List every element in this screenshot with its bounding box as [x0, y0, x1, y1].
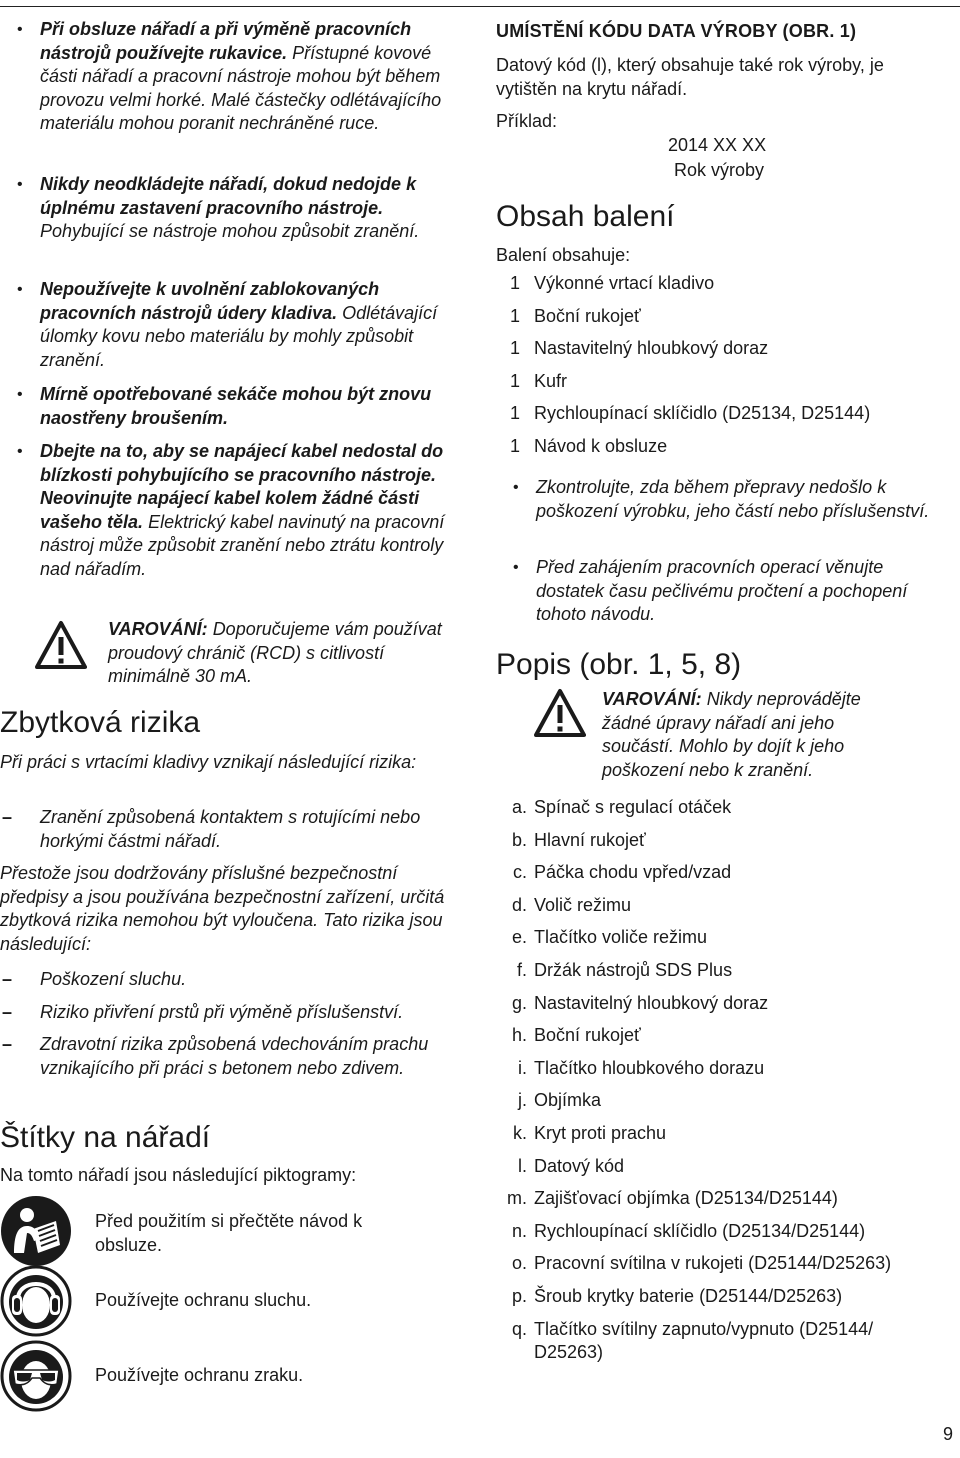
part-item	[496, 796, 946, 820]
part-key: b.	[511, 829, 527, 850]
bullet-text: Zkontrolujte, zda během přepravy nedošlo k poškození výrobku, jeho částí nebo příslušenství.	[536, 477, 930, 521]
bullet-bold-text: Mírně opotřebované sekáče mohou být znovu naostřeny broušením.	[40, 384, 432, 428]
part-name: Datový kód	[534, 1155, 625, 1176]
risk-item	[0, 968, 460, 992]
bullet-text: Přístupné kovové části nářadí a pracovní nástroje mohou být během provozu velmi horké. Malé částečky odlétávajícího materiálu mohou poranit nechráněné ruce.	[40, 42, 442, 133]
pictogram-text-eyes: Používejte ochranu zraku.	[95, 1365, 304, 1385]
package-item-qty: 1	[509, 403, 520, 424]
part-key: o.	[511, 1253, 527, 1274]
part-key: f.	[516, 960, 527, 980]
part-key: g.	[511, 992, 527, 1013]
part-key: i.	[518, 1057, 527, 1078]
bullet-bold-text: Dbejte na to, aby se napájecí kabel nedostal do blízkosti pohybujícího se pracovního nástroje. Neovinujte napájecí kabel kolem žádné části vašeho těla.	[40, 441, 444, 532]
package-item-name: Návod k obsluze	[534, 436, 668, 456]
package-item-qty: 1	[509, 338, 520, 359]
risk-item	[0, 1001, 475, 1025]
package-item-qty: 1	[509, 370, 520, 391]
residual-risks-paragraph: Přestože jsou dodržovány příslušné bezpečnostní předpisy a jsou používána bezpečnostní zařízení, určitá zbytková rizika nemohou být vyloučena. Tato rizika jsou následující:	[0, 863, 445, 954]
part-name: Hlavní rukojeť	[534, 829, 646, 850]
part-item	[496, 926, 946, 950]
part-name: Pracovní svítilna v rukojeti (D25144/D25263)	[534, 1253, 892, 1274]
part-item	[496, 959, 946, 983]
bullet-dot: •	[17, 443, 23, 460]
bullet-bold-text: Nikdy neodkládejte nářadí, dokud nedojde k úplnému zastavení pracovního nástroje.	[40, 174, 417, 218]
warning-icon	[534, 688, 586, 738]
package-item-name: Nastavitelný hloubkový doraz	[534, 338, 769, 359]
warning-label: VAROVÁNÍ:	[602, 689, 702, 709]
example-label: Příklad:	[496, 111, 558, 131]
warning-text: Doporučujeme vám používat proudový chránič (RCD) s citlivostí minimálně 30 mA.	[108, 619, 442, 686]
dash-mark: –	[2, 807, 13, 827]
page-number: 9	[942, 1423, 953, 1444]
date-code-heading: UMÍSTĚNÍ KÓDU DATA VÝROBY (OBR. 1)	[496, 21, 857, 41]
part-item	[496, 829, 946, 853]
part-name: Spínač s regulací otáček	[534, 797, 732, 817]
package-contents-heading: Obsah balení	[496, 200, 675, 233]
part-name: Rychloupínací sklíčidlo (D25134/D25144)	[534, 1220, 866, 1241]
dash-mark: –	[2, 1034, 13, 1054]
risk-item	[0, 806, 460, 853]
part-name: Kryt proti prachu	[534, 1123, 667, 1143]
risk-item-text: Zranění způsobená kontaktem s rotujícími nebo horkými částmi nářadí.	[40, 807, 421, 851]
bullet-text: Před zahájením pracovních operací věnujte dostatek času pečlivému pročtení a pochopení tohoto návodu.	[536, 557, 908, 624]
part-item	[496, 1089, 946, 1113]
part-name: Nastavitelný hloubkový doraz	[534, 992, 769, 1013]
part-item	[496, 992, 946, 1016]
package-bullet	[496, 476, 936, 523]
pictogram-text-hearing: Používejte ochranu sluchu.	[95, 1290, 312, 1310]
package-item	[496, 370, 946, 394]
part-key: j.	[518, 1090, 527, 1111]
part-name: Tlačítko voliče režimu	[534, 927, 708, 948]
part-item	[496, 1252, 946, 1276]
part-key: a.	[511, 797, 527, 817]
package-item	[496, 337, 946, 361]
pictogram-text-manual: Před použitím si přečtěte návod k obsluze.	[95, 1211, 363, 1255]
top-rule	[0, 6, 960, 7]
part-item	[496, 1187, 946, 1211]
package-item-name: Výkonné vrtací kladivo	[534, 273, 715, 293]
package-item-name: Boční rukojeť	[534, 305, 641, 326]
risk-item-text: Zdravotní rizika způsobená vdechováním prachu vznikajícího při práci s betonem nebo zdivem.	[40, 1034, 429, 1078]
example-date-code: 2014 XX XX	[668, 135, 767, 155]
tool-labels-intro: Na tomto nářadí jsou následující piktogramy:	[0, 1165, 357, 1185]
residual-risks-intro: Při práci s vrtacími kladivy vznikají následující rizika:	[0, 752, 417, 772]
part-name: Páčka chodu vpřed/vzad	[534, 862, 732, 883]
rcd-warning	[108, 618, 453, 689]
ear-protection-icon	[0, 1265, 72, 1337]
example-caption: Rok výroby	[674, 160, 765, 180]
tool-labels-heading: Štítky na nářadí	[0, 1121, 211, 1154]
package-item-qty: 1	[509, 436, 520, 456]
package-item	[496, 305, 946, 329]
part-item	[496, 1057, 946, 1081]
part-name: Držák nástrojů SDS Plus	[534, 960, 733, 980]
date-code-text: Datový kód (l), který obsahuje také rok výroby, je vytištěn na krytu nářadí.	[496, 55, 884, 99]
package-bullet	[496, 556, 926, 627]
part-name: Tlačítko hloubkového dorazu	[534, 1057, 765, 1078]
part-key: q.	[511, 1318, 527, 1339]
part-item	[496, 894, 946, 918]
bullet-dot: •	[17, 386, 23, 403]
residual-risks-heading: Zbytková rizika	[0, 706, 201, 739]
part-key: k.	[512, 1123, 527, 1143]
package-intro: Balení obsahuje:	[496, 245, 631, 265]
package-item-qty: 1	[509, 305, 520, 326]
part-key: n.	[511, 1220, 527, 1241]
part-key: c.	[512, 862, 527, 883]
risk-item-text: Poškození sluchu.	[40, 969, 187, 989]
bullet-bold-text: Nepoužívejte k uvolnění zablokovaných pracovních nástrojů údery kladiva.	[40, 279, 380, 323]
part-key: h.	[511, 1025, 527, 1046]
package-item-name: Kufr	[534, 370, 568, 391]
warning-text: Nikdy neprovádějte žádné úpravy nářadí ani jeho součástí. Mohlo by dojít k jeho poškození nebo k zranění.	[602, 689, 861, 780]
dash-mark: –	[2, 969, 13, 989]
safety-bullet-gloves	[0, 18, 465, 136]
part-item	[496, 1024, 946, 1048]
part-name: Volič režimu	[534, 894, 632, 915]
package-item	[496, 402, 946, 426]
part-key: l.	[518, 1155, 527, 1176]
bullet-text: Odlétávající úlomky kovu nebo materiálu by mohly způsobit zranění.	[40, 302, 438, 370]
part-name: Tlačítko svítilny zapnuto/vypnuto (D25144/ D25263)	[534, 1318, 874, 1363]
part-item	[496, 1122, 946, 1146]
safety-bullet-cable	[0, 440, 465, 581]
risk-item	[0, 1033, 460, 1080]
safety-bullet-chisels	[0, 383, 465, 430]
part-name: Zajišťovací objímka (D25134/D25144)	[534, 1188, 838, 1209]
modification-warning	[602, 688, 902, 782]
package-item-name: Rychloupínací sklíčidlo (D25134, D25144)	[534, 403, 871, 424]
warning-label: VAROVÁNÍ:	[108, 619, 208, 639]
part-name: Boční rukojeť	[534, 1025, 641, 1046]
part-key: p.	[511, 1286, 527, 1306]
dash-mark: –	[2, 1002, 13, 1022]
bullet-dot: •	[17, 176, 23, 193]
risk-item-text: Riziko přivření prstů při výměně příslušenství.	[40, 1002, 404, 1022]
part-name: Šroub krytky baterie (D25144/D25263)	[534, 1286, 843, 1306]
package-item	[496, 272, 946, 296]
part-item	[496, 861, 946, 885]
part-item	[496, 1220, 946, 1244]
part-key: e.	[511, 927, 527, 948]
safety-bullet-set-down	[0, 173, 465, 244]
package-item-qty: 1	[509, 273, 520, 293]
bullet-text: Pohybující se nástroje mohou způsobit zranění.	[40, 221, 420, 241]
safety-bullet-hammer	[0, 278, 465, 372]
part-key: d.	[511, 894, 527, 915]
bullet-text: Elektrický kabel navinutý na pracovní nástroj může způsobit zranění nebo ztrátu kontroly nad nářadím.	[40, 511, 445, 579]
eye-protection-icon	[0, 1340, 72, 1412]
bullet-bold-text: Při obsluze nářadí a při výměně pracovních nástrojů používejte rukavice.	[40, 19, 412, 63]
warning-icon	[35, 620, 87, 670]
part-item	[496, 1155, 946, 1179]
part-key: m.	[507, 1188, 527, 1209]
bullet-dot: •	[513, 479, 519, 496]
bullet-dot: •	[17, 21, 23, 38]
bullet-dot: •	[513, 559, 519, 576]
part-item	[496, 1318, 946, 1363]
part-item	[496, 1285, 946, 1309]
bullet-dot: •	[17, 281, 23, 298]
package-item	[496, 435, 946, 459]
description-heading: Popis (obr. 1, 5, 8)	[496, 648, 742, 681]
read-manual-icon	[0, 1195, 72, 1267]
part-name: Objímka	[534, 1090, 602, 1111]
